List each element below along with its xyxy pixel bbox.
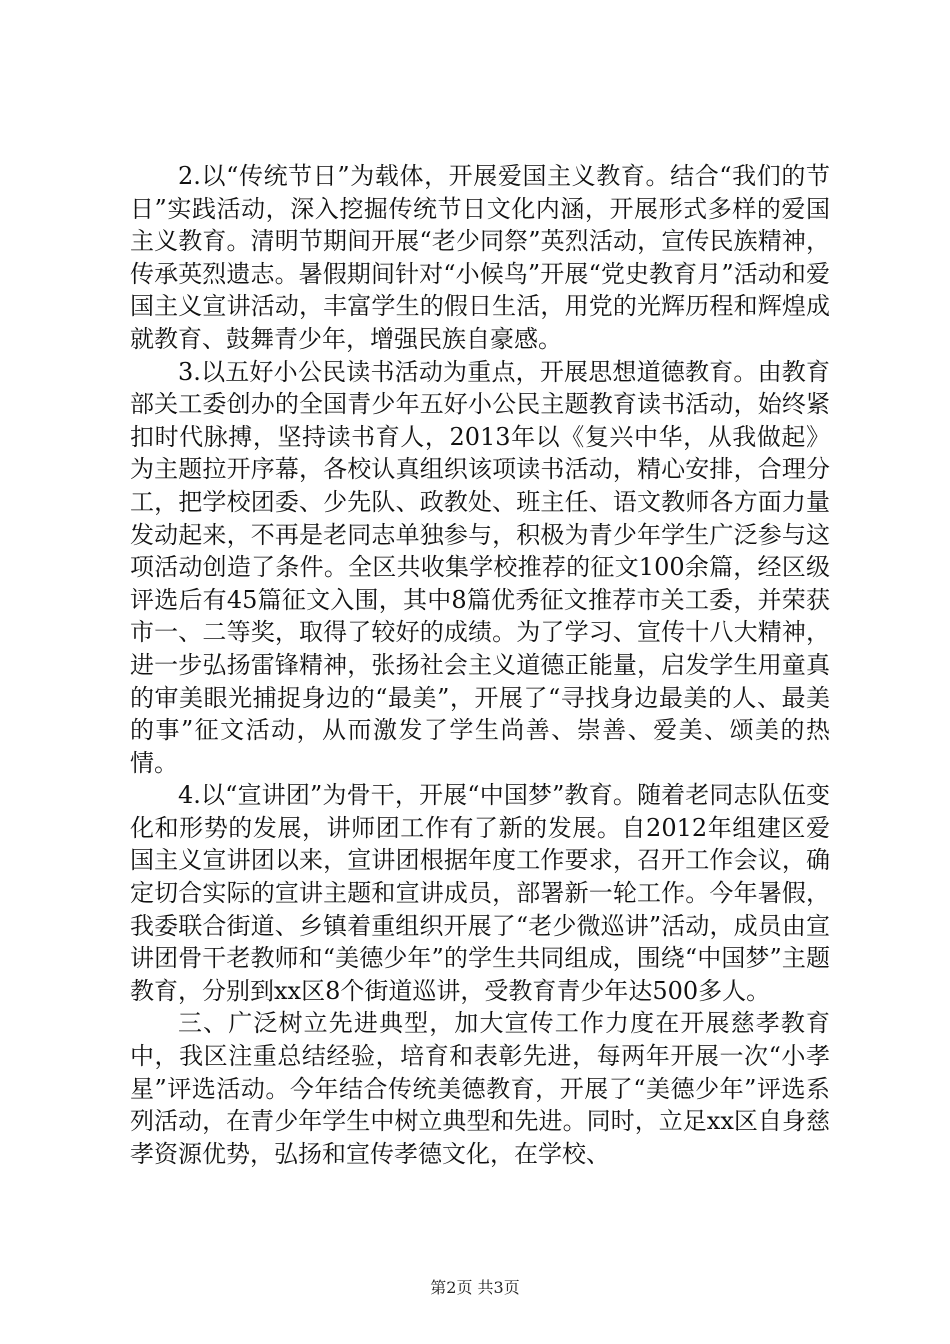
paragraph-traditional-festivals: 2.以“传统节日”为载体，开展爱国主义教育。结合“我们的节日”实践活动，深入挖掘传统节日文化内涵，开展形式多样的爱国主义教育。清明节期间开展“老少同祭”英烈活动，宣传民族精神，传承英烈遗志。暑假期间针对“小候鸟”开展“党史教育月”活动和爱国主义宣讲活动，丰富学生的假日生活，用党的光辉历程和辉煌成就教育、鼓舞青少年，增强民族自豪感。: [130, 162, 830, 353]
page-number-footer: 第2页 共3页: [430, 1278, 520, 1297]
document-body: [130, 160, 830, 1170]
paragraph-lecture-group: 4.以“宣讲团”为骨干，开展“中国梦”教育。随着老同志队伍变化和形势的发展，讲师团工作有了新的发展。自2012年组建区爱国主义宣讲团以来，宣讲团根据年度工作要求，召开工作会议，确定切合实际的宣讲主题和宣讲成员，部署新一轮工作。今年暑假，我委联合街道、乡镇着重组织开展了“老少微巡讲”活动，成员由宣讲团骨干老教师和“美德少年”的学生共同组成，围绕“中国梦”主题教育，分别到xx区8个街道巡讲，受教育青少年达500多人。: [130, 781, 830, 1005]
paragraph-reading-activity: 3.以五好小公民读书活动为重点，开展思想道德教育。由教育部关工委创办的全国青少年五好小公民主题教育读书活动，始终紧扣时代脉搏，坚持读书育人，2013年以《复兴中华，从我做起》为主题拉开序幕，各校认真组织该项读书活动，精心安排，合理分工，把学校团委、少先队、政教处、班主任、语文教师各方面力量发动起来，不再是老同志单独参与，积极为青少年学生广泛参与这项活动创造了条件。全区共收集学校推荐的征文100余篇，经区级评选后有45篇征文入围，其中8篇优秀征文推荐市关工委，并荣获市一、二等奖，取得了较好的成绩。为了学习、宣传十八大精神，进一步弘扬雷锋精神，张扬社会主义道德正能量，启发学生用童真的审美眼光捕捉身边的“最美”，开展了“寻找身边最美的人、最美的事”征文活动，从而激发了学生尚善、崇善、爱美、颂美的热情。: [130, 357, 830, 777]
paragraph-advanced-models: 三、广泛树立先进典型，加大宣传工作力度在开展慈孝教育中，我区注重总结经验，培育和表彰先进，每两年开展一次“小孝星”评选活动。今年结合传统美德教育，开展了“美德少年”评选系列活动，在青少年学生中树立典型和先进。同时，立足xx区自身慈孝资源优势，弘扬和宣传孝德文化，在学校、: [130, 1009, 830, 1168]
